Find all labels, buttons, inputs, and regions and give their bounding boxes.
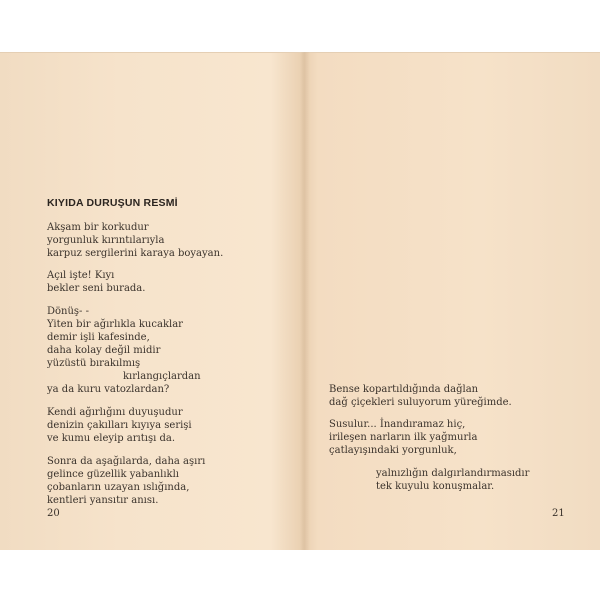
- poem-line-indented: tek kuyulu konuşmalar.: [376, 481, 495, 492]
- poem-line: Bense kopartıldığında dağlan: [329, 384, 479, 395]
- poem-line: demir işli kafesinde,: [47, 332, 150, 343]
- poem-line: bekler seni burada.: [47, 283, 146, 294]
- poem-line: daha kolay değil midir: [47, 345, 161, 356]
- poem-line: Açıl işte! Kıyı: [47, 270, 115, 281]
- poem-line: dağ çiçekleri suluyorum yüreğimde.: [329, 397, 512, 408]
- page-number-right: 21: [552, 508, 565, 519]
- poem-title: KIYIDA DURUŞUN RESMİ: [47, 197, 178, 209]
- open-book: [0, 52, 600, 550]
- poem-line: Dönüş- -: [47, 306, 89, 317]
- poem-line: gelince güzellik yabanlıklı: [47, 469, 179, 480]
- poem-line: Akşam bir korkudur: [47, 222, 149, 233]
- page-number-left: 20: [47, 508, 60, 519]
- poem-line: Susulur... İnandıramaz hiç,: [329, 419, 466, 430]
- poem-line-indented: yalnızlığın dalgırlandırmasıdır: [376, 468, 530, 479]
- poem-line: karpuz sergilerini karaya boyayan.: [47, 248, 224, 259]
- poem-line: irileşen narların ilk yağmurla: [329, 432, 478, 443]
- poem-line: kentleri yansıtır anısı.: [47, 495, 159, 506]
- poem-line: denizin çakılları kıyıya serişi: [47, 420, 192, 431]
- poem-line: Yiten bir ağırlıkla kucaklar: [47, 319, 183, 330]
- poem-line-indented: kırlangıçlardan: [123, 371, 201, 382]
- poem-line: çobanların uzayan ıslığında,: [47, 482, 190, 493]
- poem-line: ve kumu eleyip arıtışı da.: [47, 433, 176, 444]
- poem-line: ya da kuru vatozlardan?: [47, 384, 170, 395]
- poem-line: Kendi ağırlığını duyuşudur: [47, 407, 183, 418]
- poem-line: yorgunluk kırıntılarıyla: [47, 235, 165, 246]
- poem-line: Sonra da aşağılarda, daha aşırı: [47, 456, 206, 467]
- poem-line: çatlayışındaki yorgunluk,: [329, 445, 457, 456]
- poem-line: yüzüstü bırakılmış: [47, 358, 141, 369]
- book-spine: [300, 52, 310, 550]
